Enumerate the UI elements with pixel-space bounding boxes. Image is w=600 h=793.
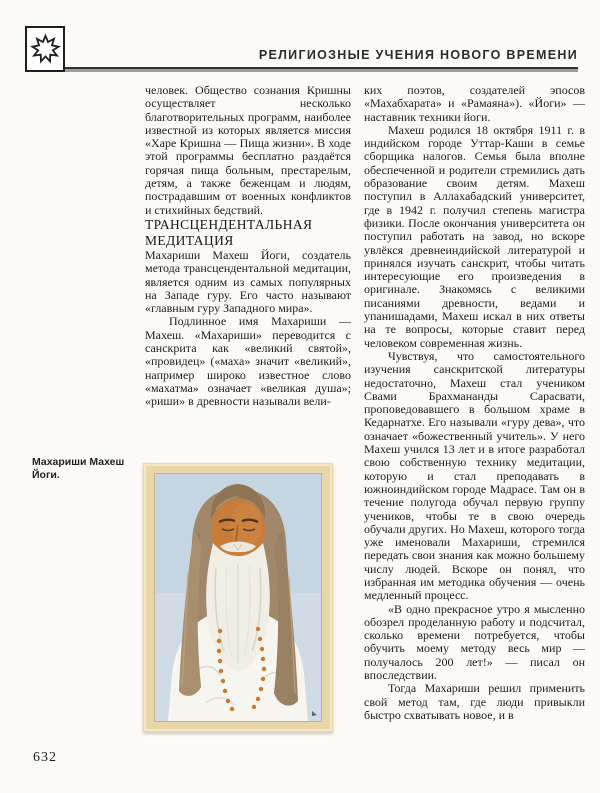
paragraph: человек. Общество сознания Кришны осуществляет несколько благотворительных программ, наиболее известной из которых является миссия «Харе Кришна — Пища жизни». В ходе этой программы бесплатно раздаётся горячая пища больным, престарелым, детям, а также беженцам и людям, пострадавшим от военных конфликтов и стихийных бедствий. [145,84,351,217]
paragraph: Махеш родился 18 октября 1911 г. в индийском городе Уттар-Каши в семье сборщика налогов. Семья была вполне обеспеченной и родители стремились дать образование своим детям. Махеш поступил в Аллахабадский университет, где в 1942 г. получил степень магистра физики. После окончания университета он поступил работать на завод, но вскоре увлёкся древнеиндийской литературой и принялся изучать санскрит, чтобы читать интересующие его произведения в оригинале. Знакомясь с великими писаниями древности, ведами и упанишадами, Махеш искал в них ответы на те вопросы, которые ставит перед человеком современная жизнь. [364,122,585,350]
left-text-column [145,84,351,456]
paragraph: Подлинное имя Махариши — Махеш. «Махариши» переводится с санскрита как «великий святой», «провидец» («маха» значит «великий», например широко известное слово «махатма» означает «великая душа»; «риши» в древности называли вели- [145,314,351,409]
paragraph: «В одно прекрасное утро я мысленно обозрел проделанную работу и подсчитал, сколько времени потребуется, чтобы обучить моему методу весь мир — получалось 200 лет!» — писал он впоследствии. [364,601,585,683]
header-rule [63,67,578,72]
paragraph: Тогда Махариши решил применить свой метод там, где люди привыкли быстро схватывать новое, и в [364,681,585,722]
nine-pointed-star-icon [29,29,62,69]
paragraph: ких поэтов, создателей эпосов «Махабхарата» и «Рамаяна»). «Йоги» — наставник техники йоги. [364,84,585,124]
paragraph: Чувствуя, что самостоятельного изучения санскритской литературы недостаточно, Махеш стал учеником Свами Брахмананды Сарасвати, проповедовавшего в большом храме в Кедарнатхе. Его называли «гуру дева», что означает «божественный учитель». У него Махеш учился 13 лет и в итоге разработал свою собственную технику медитации, которую и стал преподавать в южноиндийском городе Мадрасе. Там он в течение полугода обучал первую группу учеников, чтобы те в свою очередь обучали других. Но Махеш, которого тогда уже именовали Махариши, стремился передать свои знания как можно большему числу людей. Вскоре он понял, что избранная им методика обучения — очень медленный процесс. [364,348,585,603]
photo-caption: Махариши Махеш Йоги. [32,456,125,481]
running-header-title: РЕЛИГИОЗНЫЕ УЧЕНИЯ НОВОГО ВРЕМЕНИ [258,48,578,62]
page-number: 632 [33,750,57,765]
chapter-emblem [25,26,65,72]
section-heading: ТРАНСЦЕНДЕНТАЛЬНАЯ МЕДИТАЦИЯ [145,216,313,248]
maharishi-portrait-image [143,463,333,732]
right-text-column [364,84,585,756]
paragraph: Махариши Махеш Йоги, создатель метода трансцендентальной медитации, является одним из самых популярных на Западе гуру. Его часто называют «главным гуру Западного мира». [145,247,351,316]
photo-maharishi [143,463,333,732]
